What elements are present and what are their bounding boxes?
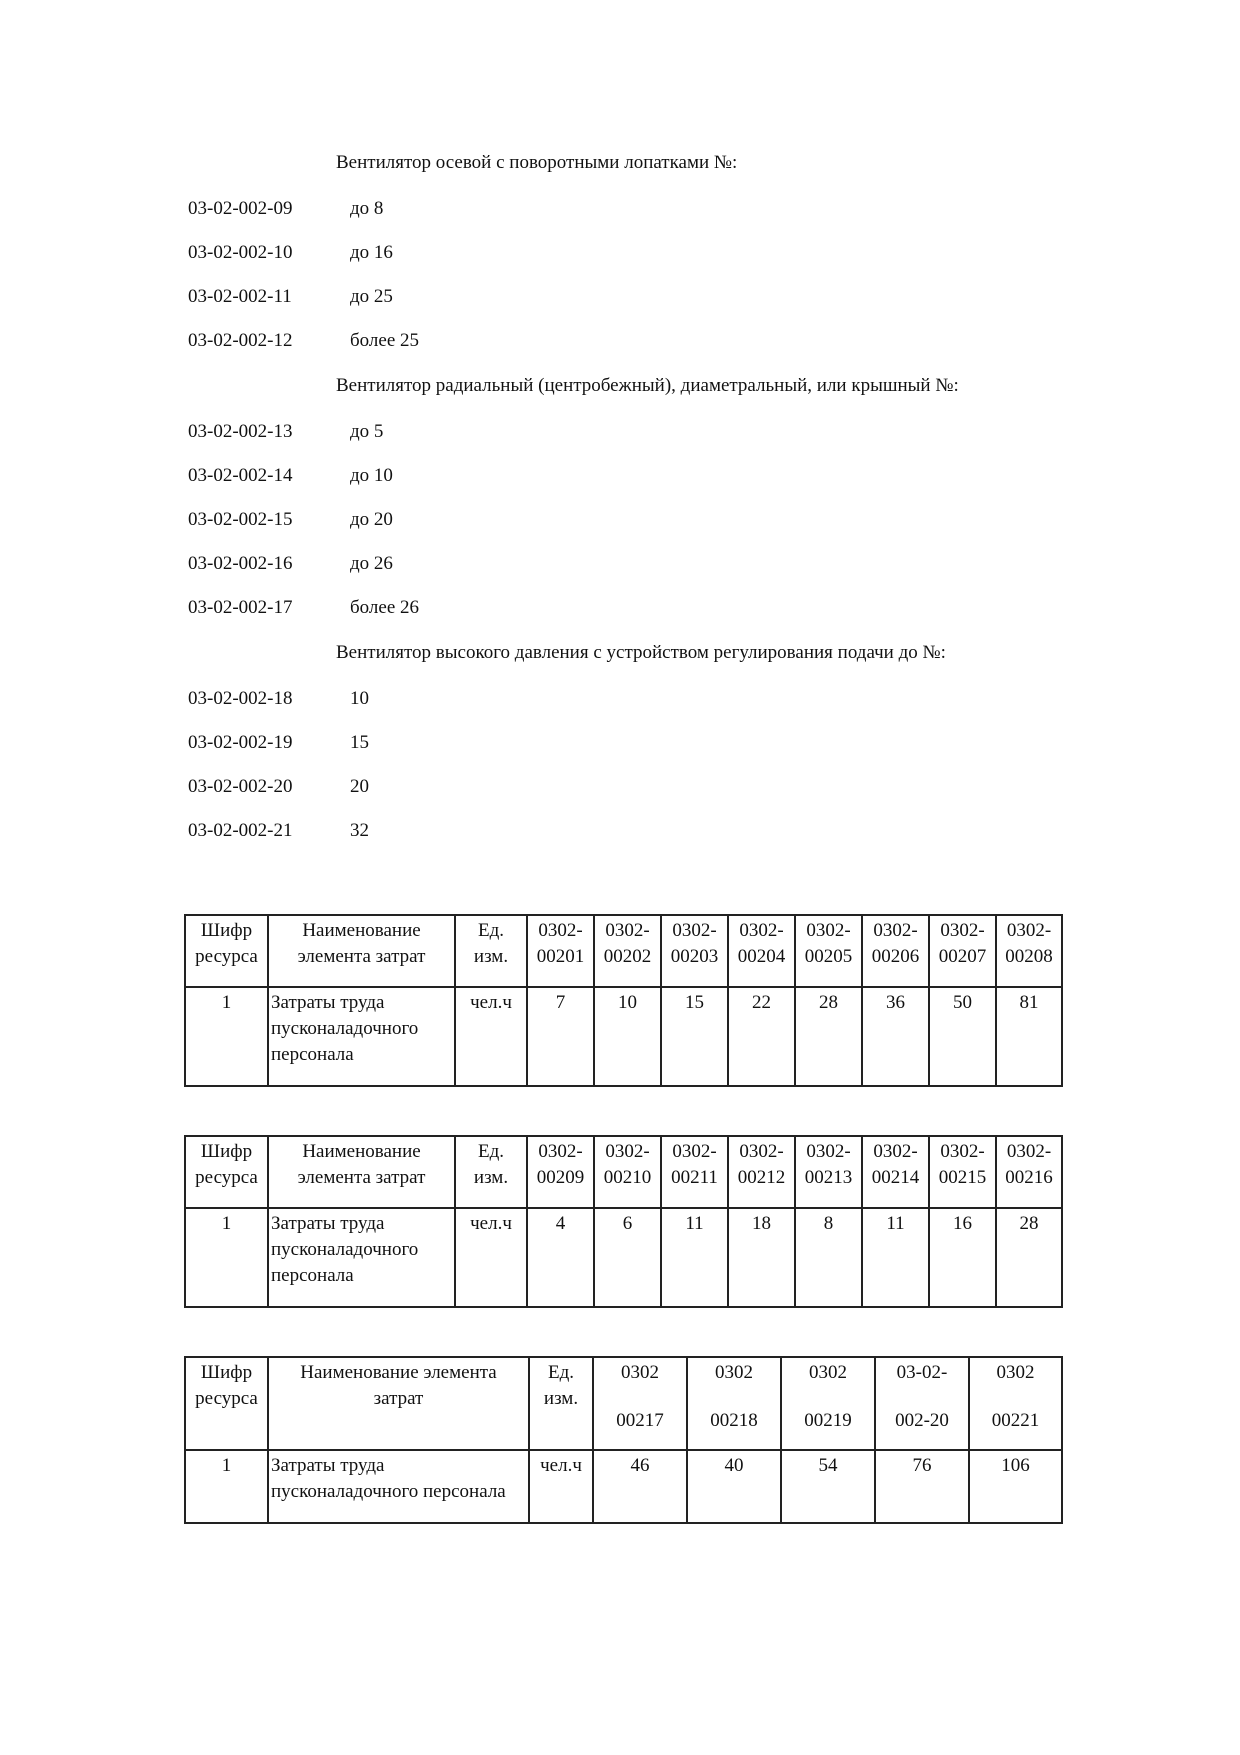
group-heading: Вентилятор радиальный (центробежный), диаметральный, или крышный №: xyxy=(336,375,959,396)
header-col: 0302- 00208 xyxy=(996,915,1062,987)
header-col: 0302- 00204 xyxy=(728,915,795,987)
row-value: 50 xyxy=(929,987,996,1086)
item-code: 03-02-002-19 xyxy=(188,732,293,753)
header-col: 0302- 00205 xyxy=(795,915,862,987)
table-row xyxy=(185,1450,1062,1523)
item-value: до 26 xyxy=(350,553,393,574)
header-name: Наименование элемента затрат xyxy=(268,1357,529,1450)
row-value: 81 xyxy=(996,987,1062,1086)
item-value: до 5 xyxy=(350,421,384,442)
item-value: до 25 xyxy=(350,286,393,307)
item-value: до 16 xyxy=(350,242,393,263)
header-col: 0302 00221 xyxy=(969,1357,1062,1450)
header-col: 0302- 00201 xyxy=(527,915,594,987)
group-heading: Вентилятор высокого давления с устройством регулирования подачи до №: xyxy=(336,642,946,663)
item-code: 03-02-002-10 xyxy=(188,242,293,263)
header-col: 0302- 00214 xyxy=(862,1136,929,1208)
row-value: 15 xyxy=(661,987,728,1086)
table-row xyxy=(185,1208,1062,1307)
header-col: 0302- 00210 xyxy=(594,1136,661,1208)
item-value: 20 xyxy=(350,776,369,797)
item-code: 03-02-002-21 xyxy=(188,820,293,841)
row-value: 6 xyxy=(594,1208,661,1307)
item-value: 32 xyxy=(350,820,369,841)
header-name: Наименование элемента затрат xyxy=(268,915,455,987)
row-name: Затраты труда пусконаладочного персонала xyxy=(268,987,455,1086)
item-code: 03-02-002-20 xyxy=(188,776,293,797)
header-col: 0302 00217 xyxy=(593,1357,687,1450)
row-value: 40 xyxy=(687,1450,781,1523)
item-code: 03-02-002-11 xyxy=(188,286,292,307)
header-col: 0302- 00203 xyxy=(661,915,728,987)
table-row xyxy=(185,987,1062,1086)
row-value: 28 xyxy=(795,987,862,1086)
header-col: 0302- 00216 xyxy=(996,1136,1062,1208)
item-code: 03-02-002-09 xyxy=(188,198,293,219)
table-header-row xyxy=(185,1136,1062,1208)
item-value: до 20 xyxy=(350,509,393,530)
item-value: более 25 xyxy=(350,330,420,351)
header-col: 0302 00218 xyxy=(687,1357,781,1450)
header-col: 0302- 00209 xyxy=(527,1136,594,1208)
row-value: 106 xyxy=(969,1450,1062,1523)
item-code: 03-02-002-13 xyxy=(188,421,293,442)
row-value: 7 xyxy=(527,987,594,1086)
row-value: 54 xyxy=(781,1450,875,1523)
header-col: 0302- 00215 xyxy=(929,1136,996,1208)
table-header-row xyxy=(185,1357,1062,1450)
resource-table-1 xyxy=(184,914,1063,1087)
header-code: Шифр ресурса xyxy=(185,915,268,987)
row-name: Затраты труда пусконаладочного персонала xyxy=(268,1450,529,1523)
item-code: 03-02-002-14 xyxy=(188,465,293,486)
resource-table-2 xyxy=(184,1135,1063,1308)
row-value: 11 xyxy=(661,1208,728,1307)
row-value: 10 xyxy=(594,987,661,1086)
row-code: 1 xyxy=(185,1450,268,1523)
item-code: 03-02-002-18 xyxy=(188,688,293,709)
header-unit: Ед. изм. xyxy=(455,1136,527,1208)
header-col: 0302- 00213 xyxy=(795,1136,862,1208)
header-col: 0302- 00207 xyxy=(929,915,996,987)
row-code: 1 xyxy=(185,987,268,1086)
row-value: 8 xyxy=(795,1208,862,1307)
item-code: 03-02-002-17 xyxy=(188,597,293,618)
header-col: 0302- 00211 xyxy=(661,1136,728,1208)
item-value: до 8 xyxy=(350,198,384,219)
item-code: 03-02-002-15 xyxy=(188,509,293,530)
item-value: более 26 xyxy=(350,597,420,618)
header-col: 0302- 00212 xyxy=(728,1136,795,1208)
group-heading: Вентилятор осевой с поворотными лопатками №: xyxy=(336,152,738,173)
row-unit: чел.ч xyxy=(455,1208,527,1307)
header-unit: Ед. изм. xyxy=(455,915,527,987)
row-value: 4 xyxy=(527,1208,594,1307)
row-value: 11 xyxy=(862,1208,929,1307)
row-code: 1 xyxy=(185,1208,268,1307)
header-name: Наименование элемента затрат xyxy=(268,1136,455,1208)
header-code: Шифр ресурса xyxy=(185,1136,268,1208)
header-col: 0302- 00206 xyxy=(862,915,929,987)
row-value: 28 xyxy=(996,1208,1062,1307)
row-value: 16 xyxy=(929,1208,996,1307)
item-code: 03-02-002-16 xyxy=(188,553,293,574)
header-col: 0302- 00202 xyxy=(594,915,661,987)
item-code: 03-02-002-12 xyxy=(188,330,293,351)
item-value: 15 xyxy=(350,732,369,753)
resource-table-3 xyxy=(184,1356,1063,1524)
row-value: 22 xyxy=(728,987,795,1086)
item-value: до 10 xyxy=(350,465,393,486)
row-value: 36 xyxy=(862,987,929,1086)
row-value: 76 xyxy=(875,1450,969,1523)
header-col: 03-02- 002-20 xyxy=(875,1357,969,1450)
row-name: Затраты труда пусконаладочного персонала xyxy=(268,1208,455,1307)
row-unit: чел.ч xyxy=(529,1450,593,1523)
header-unit: Ед. изм. xyxy=(529,1357,593,1450)
table-header-row xyxy=(185,915,1062,987)
row-value: 18 xyxy=(728,1208,795,1307)
row-value: 46 xyxy=(593,1450,687,1523)
item-value: 10 xyxy=(350,688,369,709)
header-col: 0302 00219 xyxy=(781,1357,875,1450)
header-code: Шифр ресурса xyxy=(185,1357,268,1450)
row-unit: чел.ч xyxy=(455,987,527,1086)
